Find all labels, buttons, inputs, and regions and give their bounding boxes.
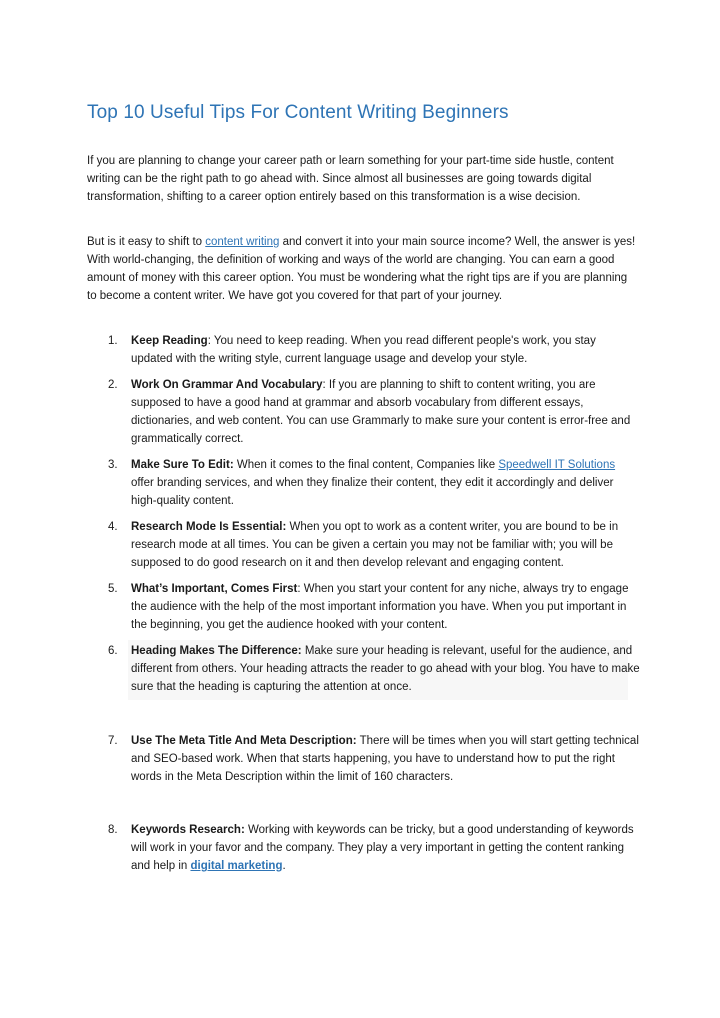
list-item [108, 376, 640, 448]
page-title: Top 10 Useful Tips For Content Writing Beginners [87, 102, 509, 123]
item-number: 8. [108, 824, 118, 836]
item-number: 1. [108, 335, 118, 347]
item-heading: Research Mode Is Essential: [131, 521, 287, 533]
item-number: 6. [108, 645, 118, 657]
item-text: offer branding services, and when they finalize their content, they edit it accordingly and deliver high-quality content. [131, 477, 614, 507]
speedwell-link[interactable]: Speedwell IT Solutions [498, 459, 616, 471]
item-text: : If you are planning to shift to content writing, you are supposed to have a good hand at grammar and absorb vocabulary from different essays, dictionaries, and web content. You can use Grammarly to make sure your content is error-free and grammatically correct. [131, 379, 631, 445]
second-paragraph [87, 233, 639, 305]
list-item [108, 821, 640, 875]
item-heading: Work On Grammar And Vocabulary [131, 379, 323, 391]
paragraph-text: But is it easy to shift to [87, 236, 206, 248]
list-item [108, 456, 640, 510]
list-item [108, 332, 640, 368]
paragraph-text: and convert it into your main source income? Well, the answer is yes! With world-changing, the definition of working and ways of the world are changing. You can earn a good amount of money with this career option. You must be wondering what the right tips are if you are planning to become a content writer. We have got you covered for that part of your journey. [87, 236, 636, 302]
item-text: : When you start your content for any niche, always try to engage the audience with the help of the most important information you have. When you put important in the beginning, you get the audience hooked with your content. [131, 583, 629, 631]
item-text: There will be times when you will start getting technical and SEO-based work. When that starts happening, you have to understand how to put the right words in the Meta Description within the limit of 160 characters. [131, 735, 639, 783]
item-heading: What’s Important, Comes First [131, 583, 298, 595]
list-item [108, 732, 640, 786]
list-item [108, 518, 640, 572]
item-number: 3. [108, 459, 118, 471]
digital-marketing-link[interactable]: digital marketing [190, 860, 283, 872]
content-writing-link[interactable]: content writing [205, 236, 280, 248]
item-heading: Make Sure To Edit: [131, 459, 234, 471]
item-heading: Keep Reading [131, 335, 208, 347]
item-text: When you opt to work as a content writer, you are bound to be in research mode at all times. You can be given a certain you may not be familiar with; you will be supposed to do good research on it and then develop relevant and engaging content. [131, 521, 619, 569]
item-text: Working with keywords can be tricky, but a good understanding of keywords will work in your favor and the company. They play a very important in getting the content ranking and help in [131, 824, 634, 872]
intro-paragraph: If you are planning to change your career path or learn something for your part-time side hustle, content writing can be the right path to go ahead with. Since almost all businesses are going towards digital transformation, shifting to a career option entirely based on this transformation is a wise decision. [87, 155, 614, 203]
item-number: 5. [108, 583, 118, 595]
item-text: Make sure your heading is relevant, useful for the audience, and different from others. Your heading attracts the reader to go ahead with your blog. You have to make sure that the heading is capturing the attention at once. [131, 645, 640, 693]
item-heading: Keywords Research: [131, 824, 245, 836]
item-number: 4. [108, 521, 118, 533]
item-text: : You need to keep reading. When you read different people's work, you stay updated with the writing style, current language usage and develop your style. [131, 335, 596, 365]
list-item [108, 580, 640, 634]
item-heading: Use The Meta Title And Meta Description: [131, 735, 357, 747]
item-number: 2. [108, 379, 118, 391]
item-text: When it comes to the final content, Companies like [233, 459, 499, 471]
item-heading: Heading Makes The Difference: [131, 645, 302, 657]
item-text: . [282, 860, 286, 872]
item-number: 7. [108, 735, 118, 747]
list-item [108, 642, 640, 696]
